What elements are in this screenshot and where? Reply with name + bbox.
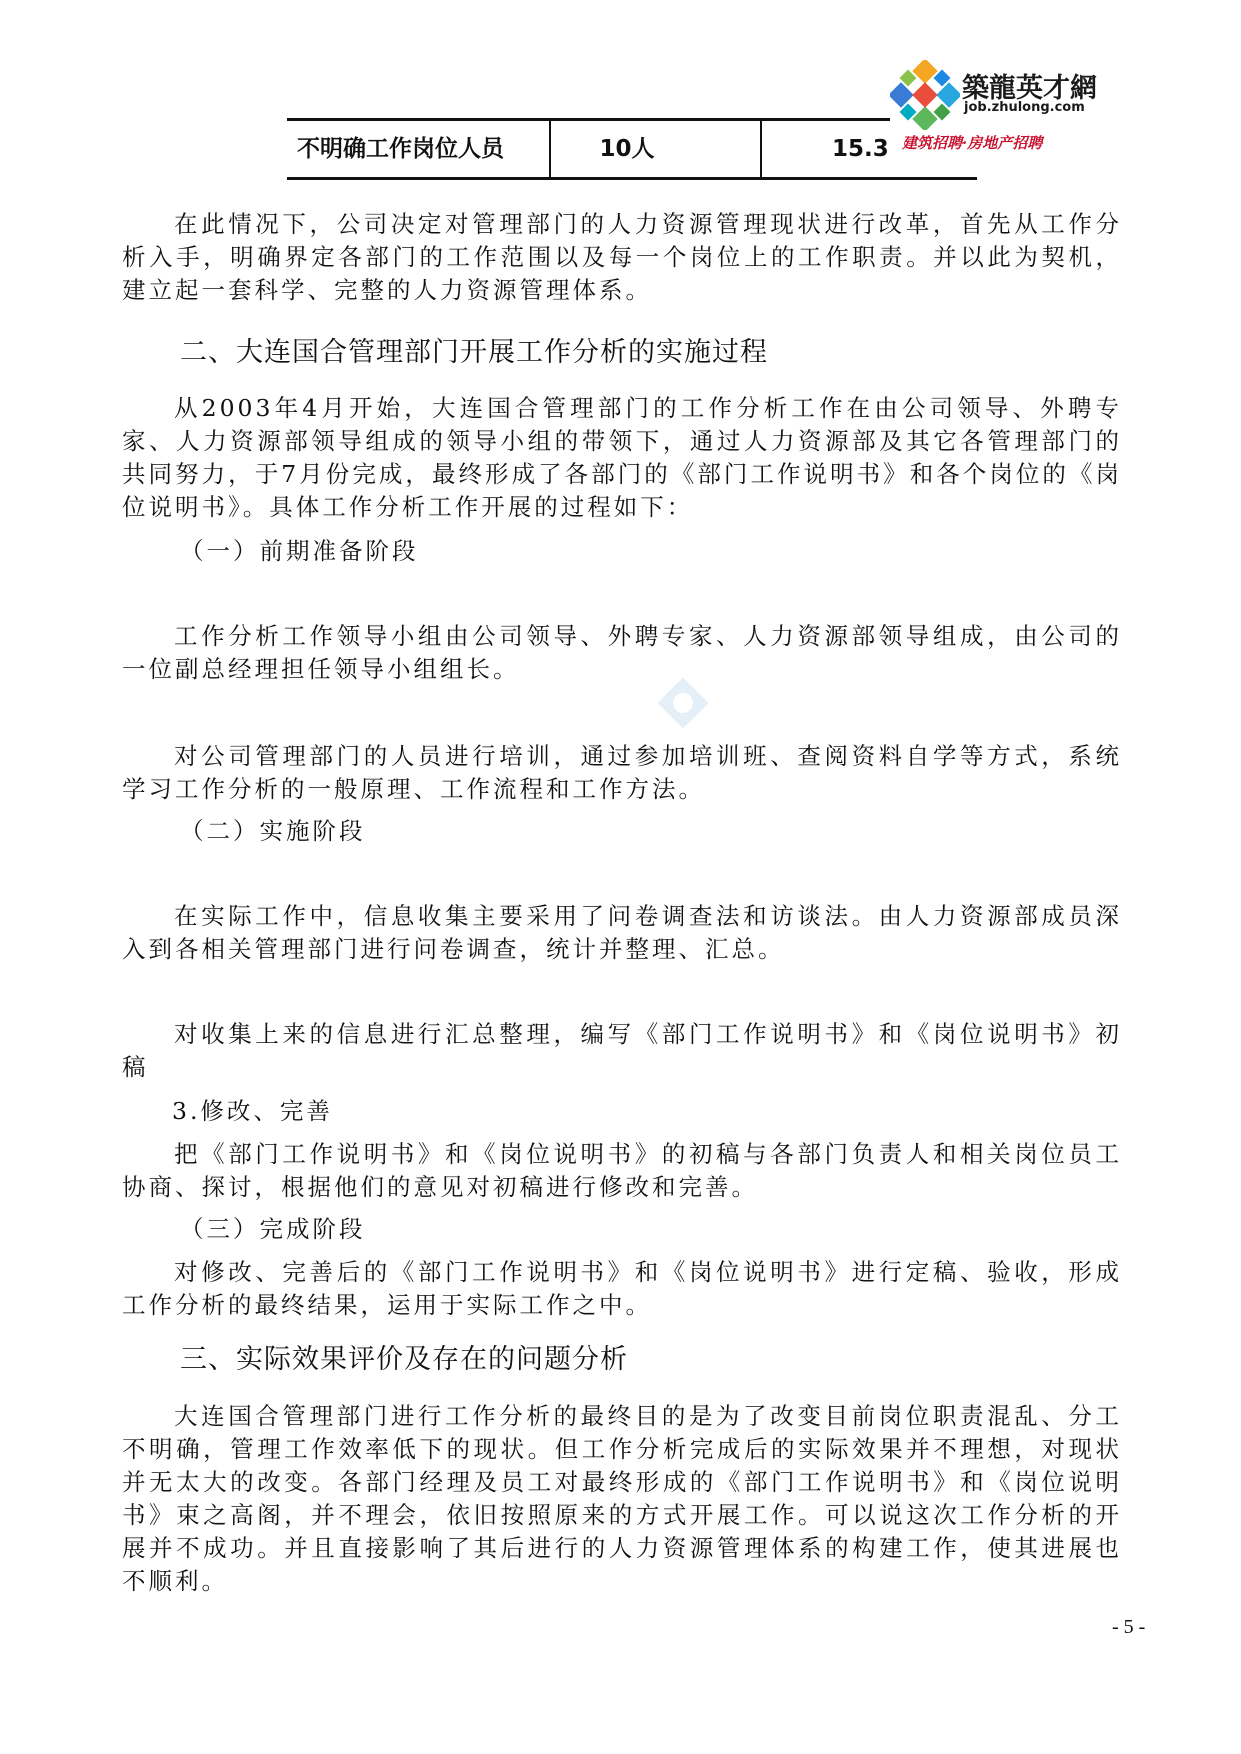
paragraph-training: 对公司管理部门的人员进行培训，通过参加培训班、查阅资料自学等方式，系统学习工作分析的一般原理、工作流程和工作方法。 (122, 742, 1122, 803)
table-divider (549, 121, 551, 177)
paragraph-information-collection: 在实际工作中，信息收集主要采用了问卷调查法和访谈法。由人力资源部成员深入到各相关管理部门进行问卷调查，统计并整理、汇总。 (122, 902, 1122, 963)
table-cell-count: 10人 (599, 136, 655, 162)
paragraph-implementation-intro: 从2003年4月开始，大连国合管理部门的工作分析工作在由公司领导、外聘专家、人力资源部领导组成的领导小组的带领下，通过人力资源部及其它各管理部门的共同努力，于7月份完成，最终形成了各部门的《部门工作说明书》和各个岗位的《岗位说明书》。具体工作分析工作开展的过程如下： (122, 394, 1122, 521)
logo-name: 築龍英才網 (962, 73, 1097, 104)
paragraph-revision: 把《部门工作说明书》和《岗位说明书》的初稿与各部门负责人和相关岗位员工协商、探讨，根据他们的意见对初稿进行修改和完善。 (122, 1140, 1122, 1201)
paragraph-finalization: 对修改、完善后的《部门工作说明书》和《岗位说明书》进行定稿、验收，形成工作分析的最终结果，运用于实际工作之中。 (122, 1258, 1122, 1319)
zhulong-logo-icon (890, 60, 960, 130)
subheading-completion-stage: （三）完成阶段 (180, 1215, 366, 1243)
section-heading-implementation: 二、大连国合管理部门开展工作分析的实施过程 (180, 337, 768, 368)
table-cell-category: 不明确工作岗位人员 (297, 136, 504, 162)
paragraph-evaluation: 大连国合管理部门进行工作分析的最终目的是为了改变目前岗位职责混乱、分工不明确，管理工作效率低下的现状。但工作分析完成后的实际效果并不理想，对现状并无太大的改变。各部门经理及员工对最终形成的《部门工作说明书》和《岗位说明书》束之高阁，并不理会，依旧按照原来的方式开展工作。可以说这次工作分析的开展并不成功。并且直接影响了其后进行的人力资源管理体系的构建工作，使其进展也不顺利。 (122, 1402, 1122, 1595)
table-cell-percent: 15.3 (832, 136, 889, 162)
data-table (287, 118, 977, 180)
page-number: - 5 - (1112, 1616, 1146, 1638)
subheading-preparation-stage: （一）前期准备阶段 (180, 537, 419, 565)
paragraph-reform-decision: 在此情况下，公司决定对管理部门的人力资源管理现状进行改革，首先从工作分析入手，明确界定各部门的工作范围以及每一个岗位上的工作职责。并以此为契机，建立起一套科学、完整的人力资源管理体系。 (122, 210, 1122, 304)
paragraph-leadership-group: 工作分析工作领导小组由公司领导、外聘专家、人力资源部领导组成，由公司的一位副总经理担任领导小组组长。 (122, 622, 1122, 683)
subheading-implementation-stage: （二）实施阶段 (180, 817, 366, 845)
section-heading-evaluation: 三、实际效果评价及存在的问题分析 (180, 1344, 628, 1375)
logo-url: job.zhulong.com (964, 100, 1085, 115)
subheading-revise-improve: 3.修改、完善 (172, 1097, 333, 1125)
paragraph-drafting: 对收集上来的信息进行汇总整理，编写《部门工作说明书》和《岗位说明书》初稿 (122, 1020, 1122, 1081)
table-divider (760, 121, 762, 177)
zhulong-logo (890, 60, 1097, 160)
logo-slogan: 建筑招聘·房地产招聘 (902, 134, 1043, 152)
